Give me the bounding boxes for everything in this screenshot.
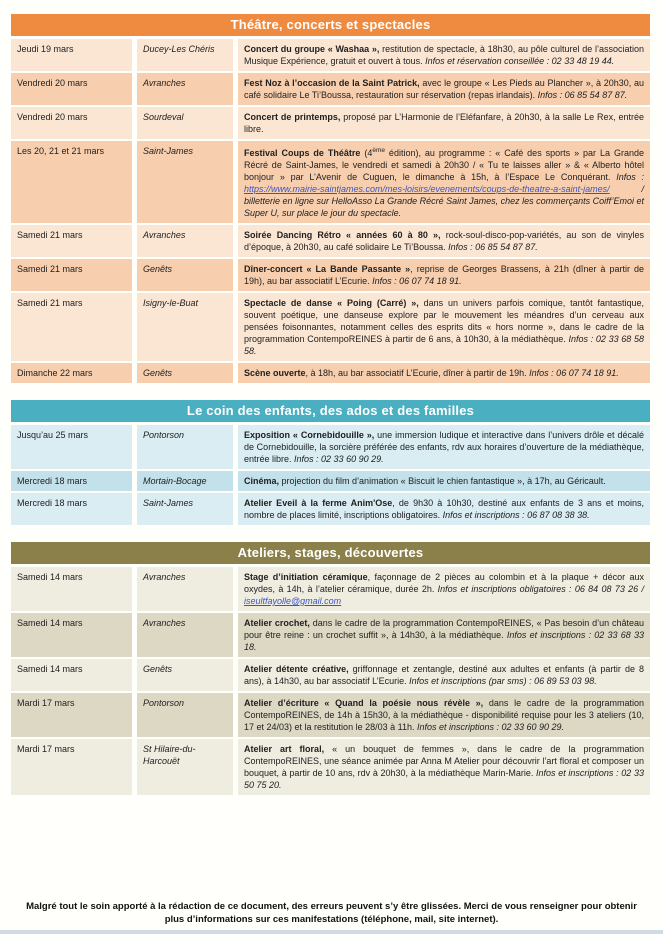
text-segment: Scène ouverte (244, 368, 306, 378)
description-cell (238, 39, 650, 71)
text-segment: Fest Noz à l’occasion de la Saint Patrick, (244, 78, 420, 88)
text-segment: Infos et inscriptions : 06 87 08 38 38. (442, 510, 590, 520)
text-segment: Atelier art floral, (244, 744, 325, 754)
event-row (11, 493, 650, 525)
text-segment: , de 9h30 à 10h30, destiné aux enfants de 3 ans et moins, nombre de places limité, inscriptions obligatoires. (244, 498, 645, 520)
text-segment: Dîner-concert « La Bande Passante » (244, 264, 411, 274)
event-row (11, 693, 650, 737)
footer-disclaimer: Malgré tout le soin apporté à la rédaction de ce document, des erreurs peuvent s’y être glissées. Merci de vous renseigner pour obtenir plus d’informations sur ces manifestations (téléphone, mail, site internet). (26, 901, 637, 925)
date-cell: Mardi 17 mars (11, 693, 132, 737)
date-cell: Vendredi 20 mars (11, 73, 132, 105)
event-section (11, 14, 650, 383)
text-segment: , reprise de Georges Brassens, à 21h (dîner à partir de 19h), au bar associatif L’Ecurie. (244, 264, 644, 286)
event-row (11, 471, 650, 491)
location-cell: Isigny-le-Buat (137, 293, 233, 361)
text-segment: / billetterie en ligne sur HelloAsso La Grande Récré Saint James, chez les commerçants Coiff’Emoi et Super U, sur place le jour du spectacle. (244, 184, 645, 218)
date-cell: Mercredi 18 mars (11, 493, 132, 525)
section-title: Théâtre, concerts et spectacles (11, 14, 650, 36)
event-row (11, 225, 650, 257)
location-cell: St Hilaire-du-Harcouët (137, 739, 233, 795)
event-row (11, 141, 650, 223)
text-segment: projection du film d’animation « Biscuit le chien fantastique », à 17h, au Géricault. (279, 476, 606, 486)
location-cell: Saint-James (137, 493, 233, 525)
text-segment: Infos et inscriptions obligatoires : 06 84 08 73 26 / (437, 584, 644, 594)
text-segment: Concert du groupe « Washaa », (244, 44, 380, 54)
date-cell: Mardi 17 mars (11, 739, 132, 795)
text-segment: Atelier détente créative, (244, 664, 349, 674)
text-segment: , façonnage de 2 pièces au colombin et à la plaque + décor aux oxydes, à 14h, à l’atelier céramique, durée 2h. (244, 572, 644, 594)
event-row (11, 293, 650, 361)
event-row (11, 567, 650, 611)
date-cell: Samedi 21 mars (11, 293, 132, 361)
section-title: Le coin des enfants, des ados et des familles (11, 400, 650, 422)
description-cell (238, 567, 650, 611)
description-cell (238, 107, 650, 139)
text-segment: ème (372, 147, 385, 154)
description-cell (238, 293, 650, 361)
date-cell: Samedi 21 mars (11, 259, 132, 291)
description-cell (238, 613, 650, 657)
location-cell: Genêts (137, 659, 233, 691)
text-segment: « un bouquet de femmes », dans le cadre de la programmation ContempoREINES, une séance animée par Anna M Atelier pour découvrir l’art floral et composer un bouquet, à partir de 10 ans, rdv à 20h30, à la médiathèque Marin-Marie. (244, 744, 644, 778)
text-segment: Infos : 02 33 60 90 29. (294, 454, 384, 464)
location-cell: Ducey-Les Chéris (137, 39, 233, 71)
text-segment: (4 (360, 148, 373, 158)
event-row (11, 73, 650, 105)
date-cell: Vendredi 20 mars (11, 107, 132, 139)
event-row (11, 107, 650, 139)
event-row (11, 39, 650, 71)
text-segment: édition), au programme : « Café des sports » par La Grande Récré de Saint-James, le vendredi et samedi à 20h30 / « Tu te laisses aller » & « Alberto hôtel bonjour » par L’Avenir de Cuguen, le dimanche à 15h, à l’Espace Le Conquérant. (244, 148, 644, 182)
date-cell: Samedi 14 mars (11, 659, 132, 691)
text-segment: Infos : 06 85 54 87 87. (448, 242, 538, 252)
text-segment: Infos et inscriptions : 02 33 68 33 18. (244, 630, 644, 652)
text-segment: , à 18h, au bar associatif L’Ecurie, dîner à partir de 19h. (305, 368, 530, 378)
description-cell (238, 225, 650, 257)
location-cell: Pontorson (137, 425, 233, 469)
event-row (11, 613, 650, 657)
text-segment: Atelier crochet, (244, 618, 310, 628)
text-segment: Concert de printemps, (244, 112, 341, 122)
text-segment: Stage d’initiation céramique (244, 572, 368, 582)
date-cell: Dimanche 22 mars (11, 363, 132, 383)
location-cell: Sourdeval (137, 107, 233, 139)
location-cell: Avranches (137, 73, 233, 105)
text-segment: restitution de spectacle, à 18h30, au pôle culturel de l’association Musique Expérience, gratuit et ouvert à tous. (244, 44, 644, 66)
description-cell (238, 73, 650, 105)
description-cell (238, 363, 650, 383)
description-cell (238, 471, 650, 491)
sections-container (11, 14, 650, 795)
location-cell: Avranches (137, 613, 233, 657)
date-cell: Jeudi 19 mars (11, 39, 132, 71)
event-row (11, 739, 650, 795)
text-segment: Infos : 02 33 68 58 58. (244, 334, 644, 356)
date-cell: Les 20, 21 et 21 mars (11, 141, 132, 223)
date-cell: Jusqu’au 25 mars (11, 425, 132, 469)
location-cell: Avranches (137, 225, 233, 257)
section-title: Ateliers, stages, découvertes (11, 542, 650, 564)
text-segment: Infos et inscriptions (par sms) : 06 89 53 03 98. (409, 676, 597, 686)
location-cell: Genêts (137, 259, 233, 291)
description-cell (238, 493, 650, 525)
text-segment: dans un univers parfois comique, tantôt fantastique, souvent poétique, une danseuse explore par le mouvement les méandres d’un cerveau aux pensées foisonnantes, notamment celles des esprits dits « hors norme », dans le cadre de la programmation ContempoREINES à partir de 6 ans, à 10h30, à la médiathèque. (244, 298, 644, 344)
date-cell: Mercredi 18 mars (11, 471, 132, 491)
hyperlink[interactable]: iseultfayolle@gmail.com (244, 596, 342, 606)
text-segment: une immersion ludique et interactive dans l’univers drôle et décalé de Cornebidouille, la sorcière préférée des enfants, rdv aux horaires d’ouverture de la médiathèque, entrée libre. (244, 430, 644, 464)
event-section (11, 542, 650, 795)
event-section (11, 400, 650, 525)
location-cell: Avranches (137, 567, 233, 611)
text-segment: Spectacle de danse « Poing (Carré) », (244, 298, 419, 308)
text-segment: Atelier d’écriture « Quand la poésie nous révèle », (244, 698, 484, 708)
text-segment: Infos : 06 07 74 18 91. (372, 276, 462, 286)
hyperlink[interactable]: https://www.mairie-saintjames.com/mes-loisirs/evenements/coups-de-theatre-a-saint-james/ (244, 184, 610, 194)
event-row (11, 363, 650, 383)
text-segment: Atelier Eveil à la ferme Anim'Ose (244, 498, 393, 508)
description-cell (238, 141, 650, 223)
description-cell (238, 739, 650, 795)
text-segment: avec le groupe « Les Pieds au Plancher », à 20h30, au café solidaire Le Ti’Boussa, restauration sur réservation (repas irlandais). (244, 78, 645, 100)
date-cell: Samedi 14 mars (11, 567, 132, 611)
text-segment: dans le cadre de la programmation ContempoREINES, « Pas besoin d’un château pour être reine : un crochet suffit », à 14h30, à la médiathèque. (244, 618, 644, 640)
bottom-edge-strip (0, 930, 663, 934)
event-row (11, 259, 650, 291)
description-cell (238, 659, 650, 691)
location-cell: Genêts (137, 363, 233, 383)
text-segment: Infos : 06 07 74 18 91. (529, 368, 619, 378)
event-row (11, 659, 650, 691)
description-cell (238, 425, 650, 469)
text-segment: Infos et inscriptions : 02 33 50 75 20. (244, 768, 644, 790)
text-segment: Infos et inscriptions : 02 33 60 90 29. (416, 722, 565, 732)
location-cell: Pontorson (137, 693, 233, 737)
date-cell: Samedi 21 mars (11, 225, 132, 257)
description-cell (238, 693, 650, 737)
location-cell: Saint-James (137, 141, 233, 223)
text-segment: proposé par L’Harmonie de l’Eléfanfare, à 20h30, à la salle Le Rex, entrée libre. (244, 112, 645, 134)
text-segment: dans le cadre de la programmation ContempoREINES, de 14h à 15h30, à la médiathèque - disponibilité requise pour les 3 ateliers (10, 17 et 24/03) et la restitution le 28/03 à 11h. (244, 698, 644, 732)
location-cell: Mortain-Bocage (137, 471, 233, 491)
event-row (11, 425, 650, 469)
text-segment: Infos : (616, 172, 644, 182)
text-segment: Infos : 06 85 54 87 87. (537, 90, 628, 100)
text-segment: Infos et réservation conseillée : 02 33 48 19 44. (425, 56, 615, 66)
description-cell (238, 259, 650, 291)
text-segment: Cinéma, (244, 476, 280, 486)
text-segment: Exposition « Cornebidouille », (244, 430, 375, 440)
text-segment: rock-soul-disco-pop-variétés, au son de vinyles d’époque, à 20h30, au café solidaire Le Ti’Boussa. (244, 230, 644, 252)
date-cell: Samedi 14 mars (11, 613, 132, 657)
text-segment: Festival Coups de Théâtre (244, 148, 361, 158)
text-segment: Soirée Dancing Rétro « années 60 à 80 », (244, 230, 441, 240)
text-segment: griffonnage et zentangle, destiné aux adultes et enfants (à partir de 8 ans), à 14h30, au bar associatif L’Ecurie. (244, 664, 644, 686)
